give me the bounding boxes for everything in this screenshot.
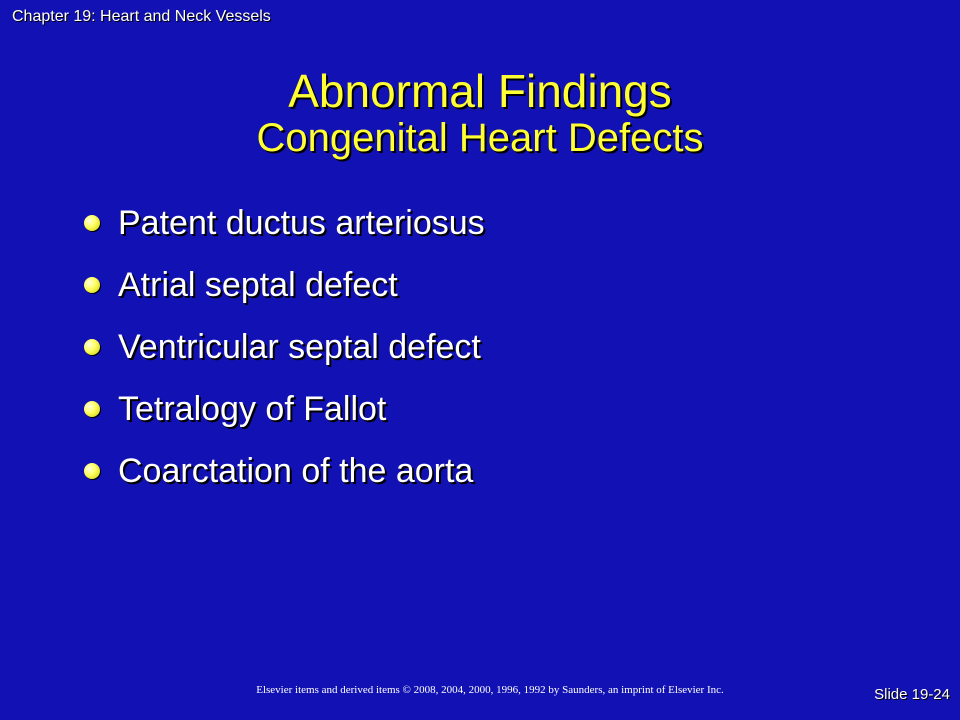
bullet-icon	[84, 339, 100, 355]
bullet-text: Ventricular septal defect	[118, 327, 481, 366]
bullet-text: Atrial septal defect	[118, 265, 398, 304]
slide-number: Slide 19-24	[874, 686, 950, 703]
title-block	[0, 66, 960, 160]
chapter-label: Chapter 19: Heart and Neck Vessels	[12, 8, 271, 25]
bullet-icon	[84, 401, 100, 417]
bullet-item	[84, 316, 485, 378]
slide-subtitle: Congenital Heart Defects	[256, 116, 704, 160]
bullet-icon	[84, 463, 100, 479]
bullet-text: Tetralogy of Fallot	[118, 389, 387, 428]
bullet-icon	[84, 277, 100, 293]
bullet-item	[84, 254, 485, 316]
bullet-icon	[84, 215, 100, 231]
bullet-text: Coarctation of the aorta	[118, 451, 474, 490]
slide-title: Abnormal Findings	[288, 65, 672, 117]
bullet-item	[84, 378, 485, 440]
copyright-notice: Elsevier items and derived items © 2008, 2004, 2000, 1996, 1992 by Saunders, an imprint of Elsevier Inc.	[256, 684, 724, 696]
bullet-item	[84, 192, 485, 254]
bullet-text: Patent ductus arteriosus	[118, 203, 485, 242]
bullet-item	[84, 440, 485, 502]
bullet-list	[84, 192, 485, 502]
